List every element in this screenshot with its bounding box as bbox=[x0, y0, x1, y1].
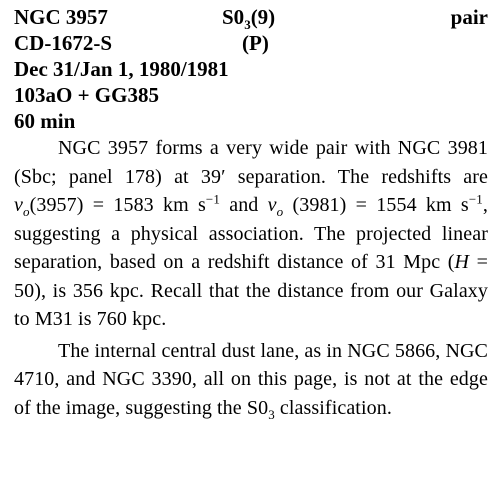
velocity-subscript-2: o bbox=[276, 204, 284, 219]
exposure-time: 60 min bbox=[14, 109, 76, 133]
header-line-2 bbox=[14, 30, 488, 56]
classification-type: S0 bbox=[222, 5, 245, 29]
classification-subscript: 3 bbox=[244, 17, 251, 33]
p1-text-c: and bbox=[219, 194, 268, 216]
velocity-subscript: o bbox=[22, 204, 30, 219]
p1-text-b: (3957) = 1583 km s bbox=[29, 194, 206, 216]
p2-text-a: The internal central dust lane, as in NGC 5866, NGC 4710, and NGC 3390, all on this page, is not at the edge of the image, suggesting the S0 bbox=[14, 339, 489, 419]
velocity-symbol: v bbox=[14, 194, 23, 216]
classification-suffix: (9) bbox=[250, 5, 276, 29]
plate-id: CD-1672-S bbox=[14, 31, 112, 55]
emulsion-filter: 103aO + GG385 bbox=[14, 83, 159, 107]
p1-text-d: (3981) = 1554 km s bbox=[292, 194, 469, 216]
classification bbox=[222, 4, 276, 33]
p1-text-a: NGC 3957 forms a very wide pair with NGC 3981 (Sbc; panel 178) at 39′ separation. The redshifts are bbox=[14, 137, 488, 188]
hubble-symbol: H bbox=[454, 251, 470, 273]
observation-date: Dec 31/Jan 1, 1980/1981 bbox=[14, 57, 229, 81]
unit-exponent: −1 bbox=[205, 191, 220, 207]
description-paragraph-2 bbox=[14, 337, 488, 423]
unit-exponent-2: −1 bbox=[468, 191, 483, 207]
plate-code: (P) bbox=[242, 31, 269, 55]
object-name: NGC 3957 bbox=[14, 5, 108, 29]
p2-text-b: classification. bbox=[274, 396, 392, 419]
p1-text-e: , suggesting a physical association. The projected linear separation, based on a redshift distance of 31 Mpc ( bbox=[14, 194, 488, 273]
p2-subscript: 3 bbox=[268, 406, 275, 422]
velocity-symbol-2: v bbox=[267, 194, 277, 216]
p1-text-f: = 50), is 356 kpc. Recall that the distance from our Galaxy to M31 is 760 kpc. bbox=[14, 251, 488, 330]
header-line-1 bbox=[14, 4, 488, 33]
plate-entry bbox=[14, 4, 488, 422]
pair-note: pair bbox=[450, 5, 488, 29]
description-paragraph-1 bbox=[14, 134, 488, 334]
